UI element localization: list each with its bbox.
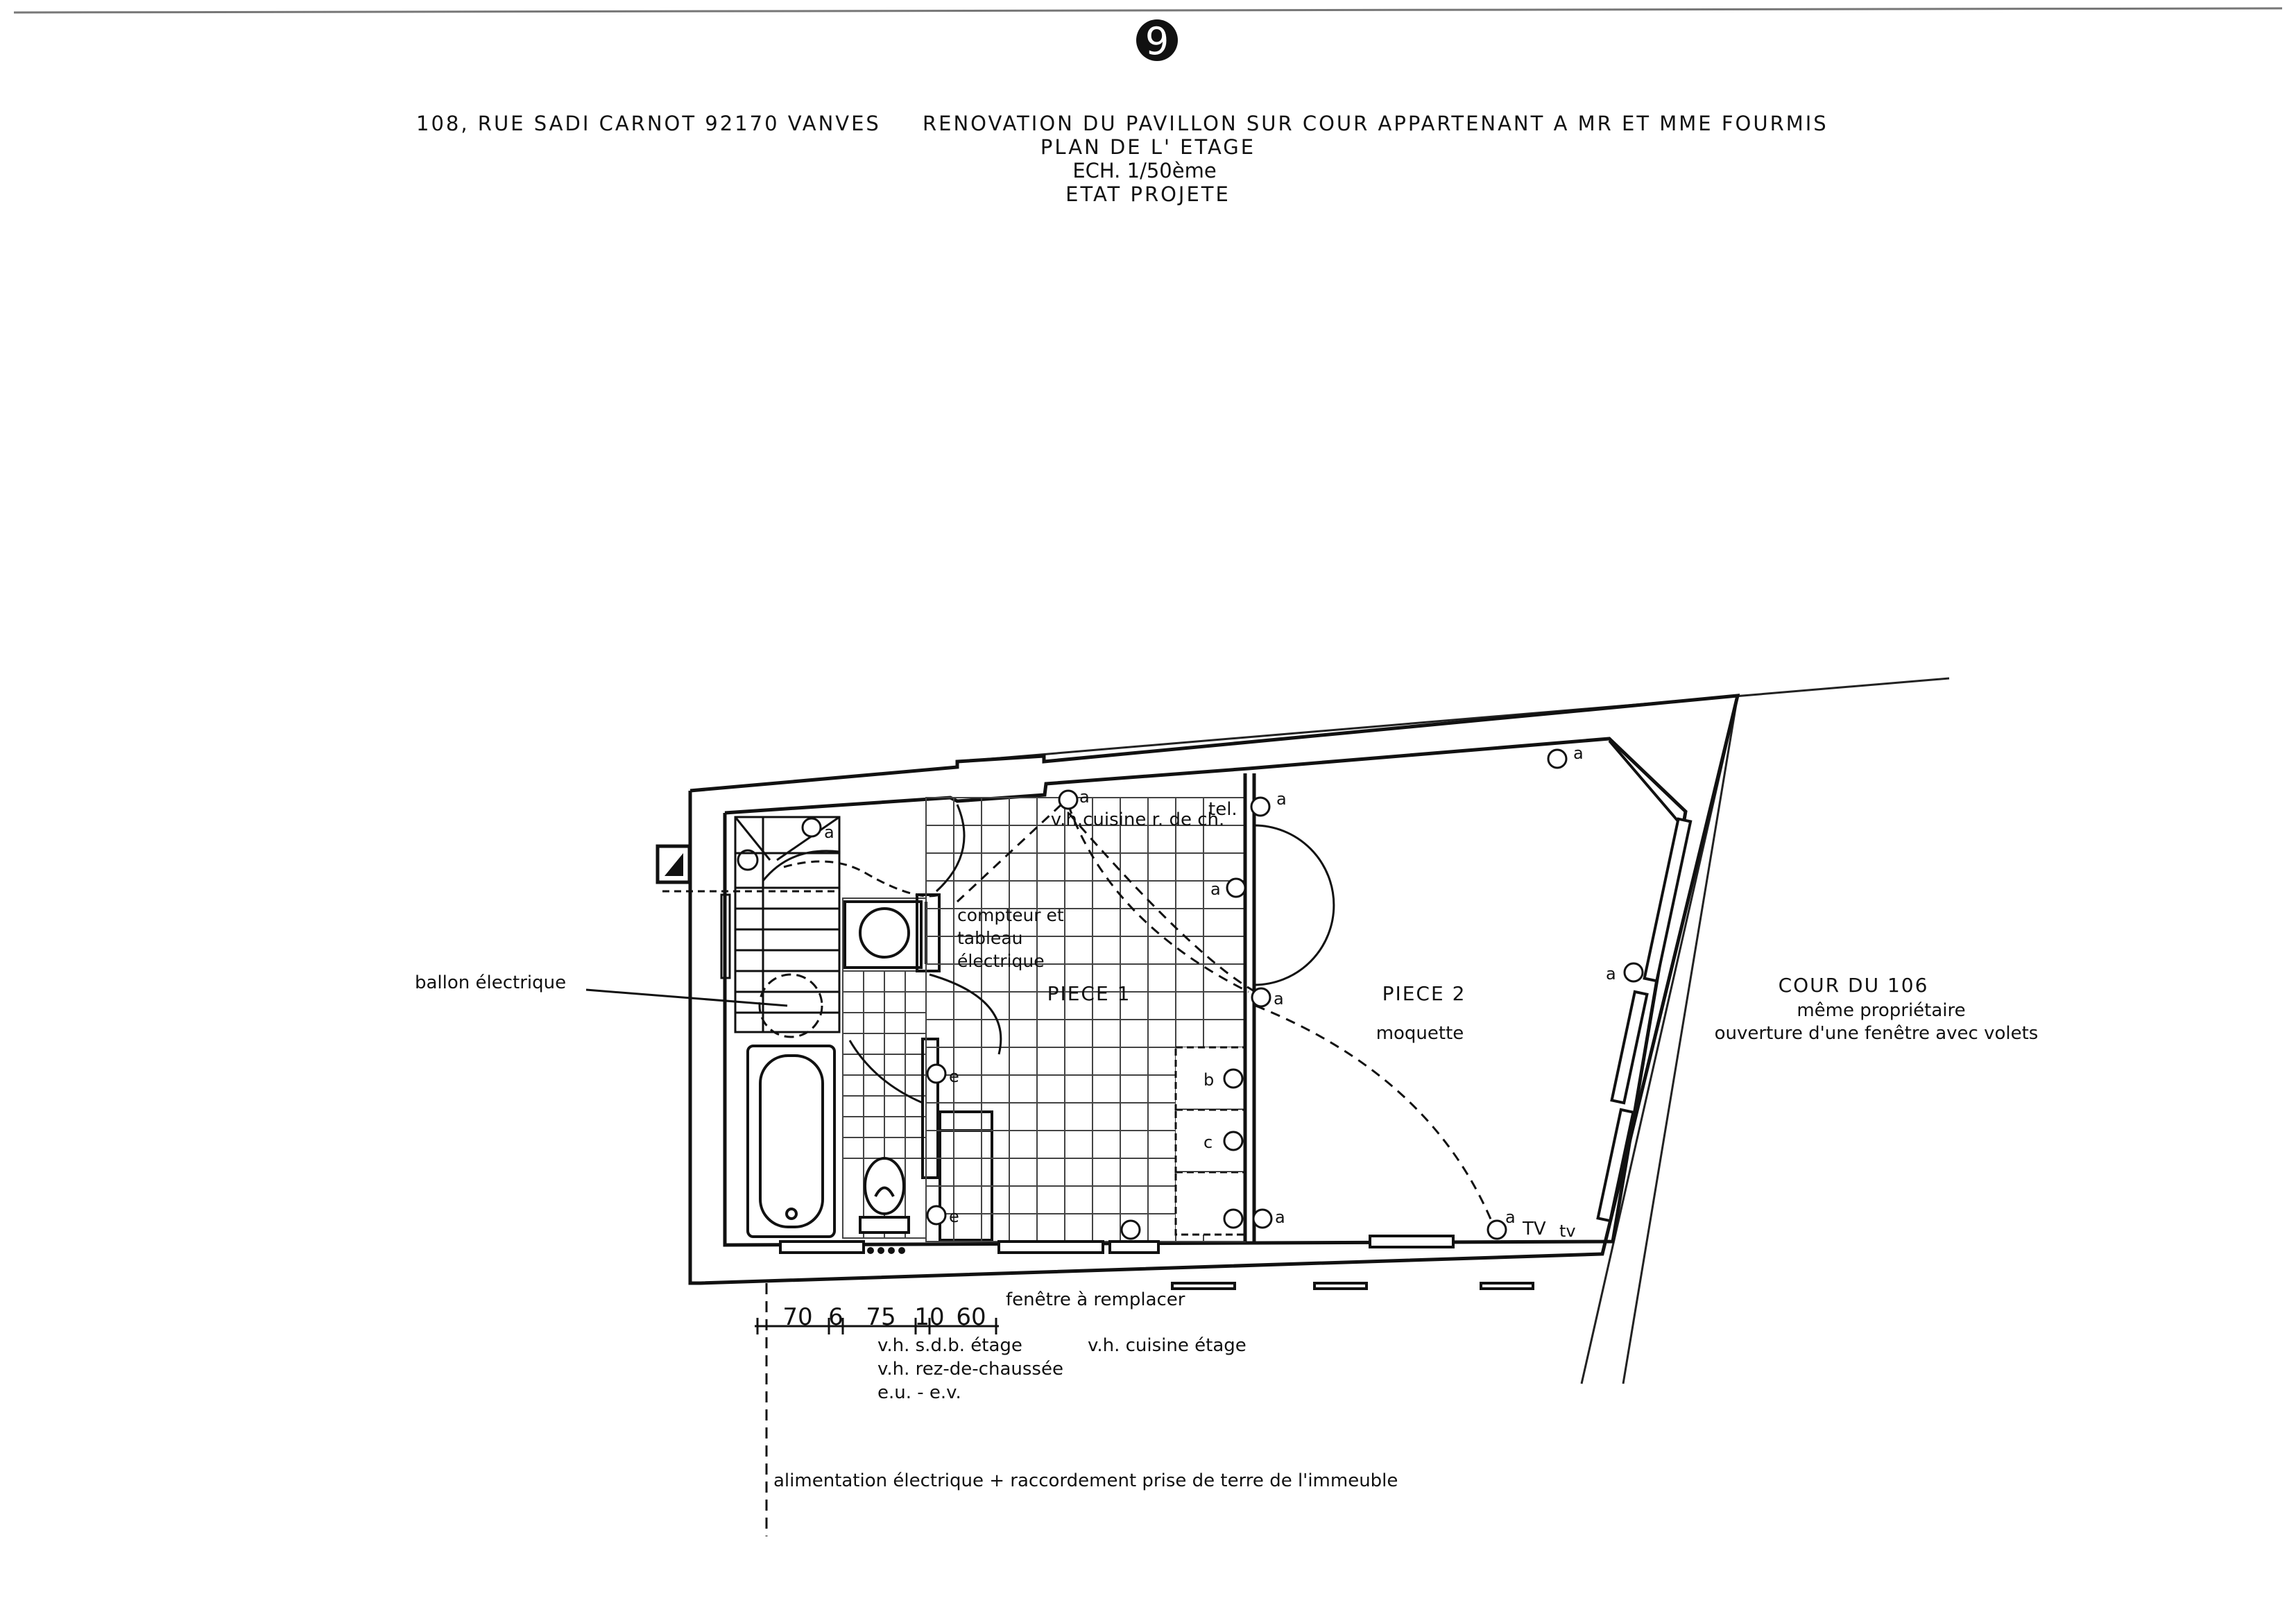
- outlet-letter: e: [949, 1207, 959, 1226]
- bathtub: [748, 1046, 834, 1237]
- header-scale: ECH. 1/50ème: [1072, 159, 1217, 182]
- compteur-label-3: électrique: [957, 951, 1045, 971]
- corner-brace: [1609, 741, 1679, 822]
- vh-rdc-label: v.h. rez-de-chaussée: [877, 1359, 1063, 1380]
- outlet-letter: a: [1210, 879, 1221, 899]
- outlet-letter: a: [1274, 989, 1284, 1008]
- eu-ev-label: e.u. - e.v.: [877, 1382, 961, 1403]
- header-state: ETAT PROJETE: [1065, 182, 1231, 206]
- dimension-value: 70: [782, 1303, 813, 1331]
- outlet-letter: c: [1203, 1133, 1213, 1152]
- outlet-letter: a: [1606, 964, 1616, 984]
- tel-label: tel.: [1208, 799, 1237, 820]
- fenetre-label: fenêtre à remplacer: [1006, 1289, 1185, 1310]
- compteur-label-2: tableau: [957, 928, 1023, 948]
- piece1-label: PIECE 1: [1047, 982, 1131, 1005]
- cour-window: ouverture d'une fenêtre avec volets: [1714, 1023, 2039, 1044]
- dimension-value: 6: [828, 1303, 843, 1331]
- header-plan: PLAN DE L' ETAGE: [1040, 135, 1256, 159]
- moquette-label: moquette: [1376, 1023, 1464, 1044]
- cour-owner: même propriétaire: [1797, 1000, 1966, 1021]
- dimension-value: 10: [914, 1303, 945, 1331]
- outlet-letter: a: [1275, 1208, 1285, 1227]
- cour-title: COUR DU 106: [1778, 974, 1929, 997]
- vh-sdb-label: v.h. s.d.b. étage: [877, 1335, 1022, 1356]
- ballon-label: ballon électrique: [415, 972, 567, 993]
- right-windows: [1598, 819, 1691, 1221]
- header-project: RENOVATION DU PAVILLON SUR COUR APPARTENANT A MR ET MME FOURMIS: [923, 112, 1828, 135]
- vh-cuisine-etage-label: v.h. cuisine étage: [1088, 1335, 1246, 1356]
- tv-small-label: tv: [1559, 1221, 1576, 1241]
- water-heater-outline: [760, 974, 822, 1037]
- page-number-mark: [1136, 19, 1178, 63]
- outlet-letter: a: [1079, 787, 1090, 807]
- header-address: 108, RUE SADI CARNOT 92170 VANVES: [416, 112, 881, 135]
- compteur-label-1: compteur et: [957, 905, 1064, 925]
- alimentation-label: alimentation électrique + raccordement prise de terre de l'immeuble: [773, 1470, 1398, 1491]
- page-edge-line: [14, 8, 2282, 12]
- tv-label: TV: [1523, 1219, 1546, 1239]
- toilet: [860, 1158, 909, 1233]
- page-number: 9: [1145, 19, 1170, 63]
- outlet-letter: e: [949, 1067, 959, 1086]
- outlet-letter: a: [1573, 744, 1584, 763]
- chimney: [658, 846, 689, 882]
- partition-wall: [1245, 773, 1254, 1242]
- outlet-letter: b: [1203, 1070, 1215, 1090]
- piece2-label: PIECE 2: [1382, 982, 1466, 1005]
- dimension-value: 60: [956, 1303, 986, 1331]
- dimension-value: 75: [866, 1303, 896, 1331]
- outlet-letter: a: [1276, 789, 1287, 809]
- outlet-letter: a: [1505, 1208, 1516, 1227]
- vh-cuisine-rdc-label: v.h.cuisine r. de ch.: [1050, 809, 1225, 830]
- washbasin: [845, 902, 921, 968]
- outlet-letter: a: [824, 823, 834, 842]
